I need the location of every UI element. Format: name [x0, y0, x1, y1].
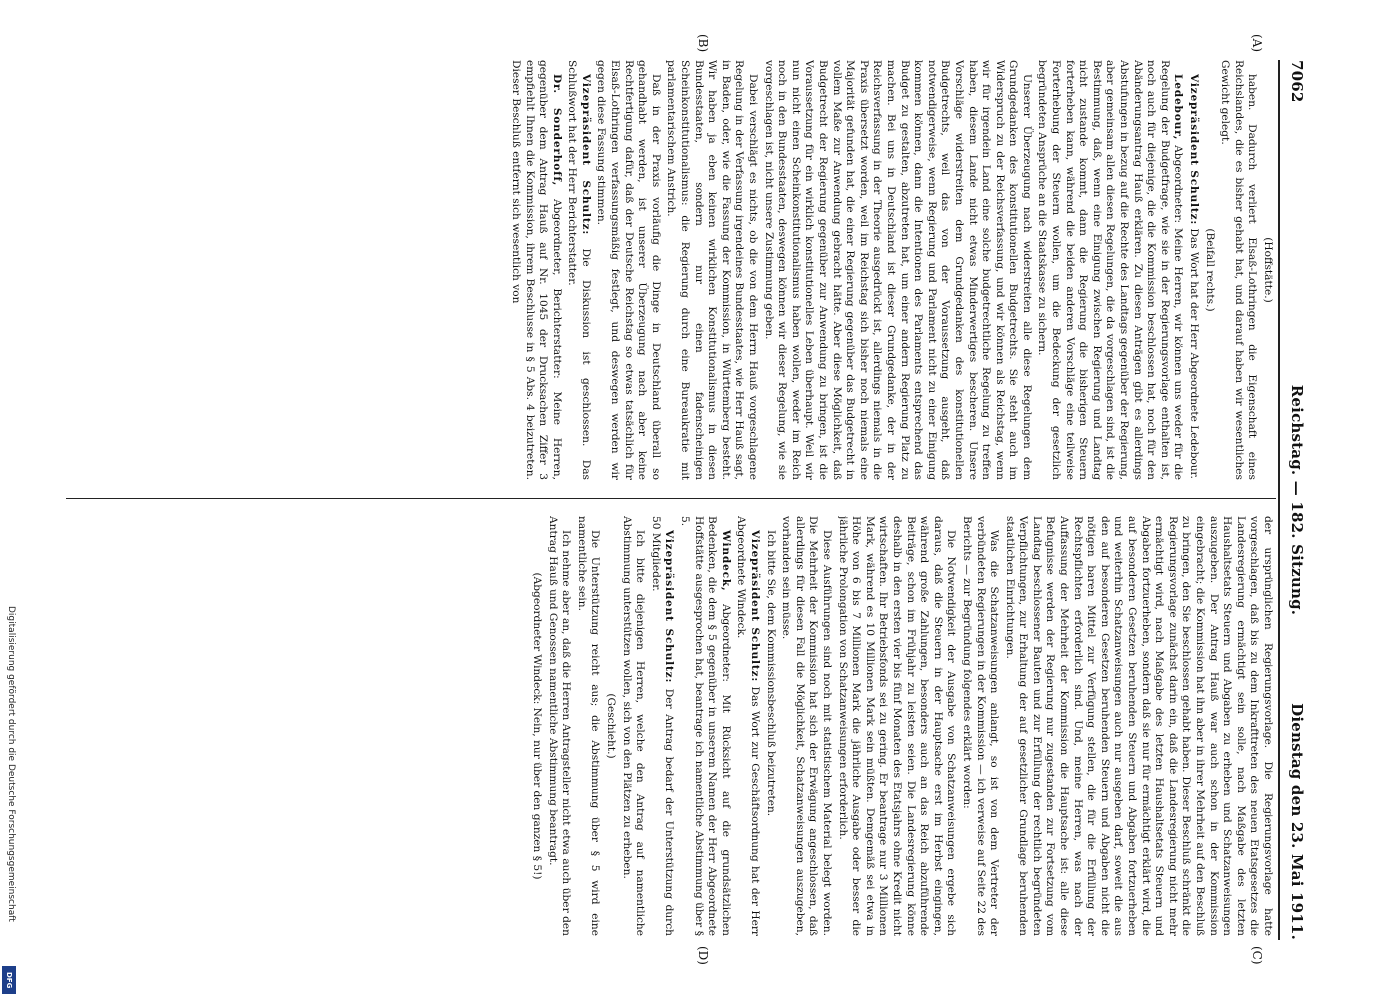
stage-direction: (Hoffstätte.) [1262, 237, 1274, 303]
speech-text: Das Wort hat der Herr Abgeordnete Ledebour. [1188, 228, 1201, 479]
session-date: Dienstag den 23. Mai 1911. [1288, 703, 1306, 940]
page-header [1282, 60, 1310, 940]
speech-text: Das Wort zur Geschäftsordnung hat der Herr Abgeordnete Windeck. [735, 516, 762, 936]
right-column [74, 516, 1274, 936]
speech-text: Abgeordneter, Berichterstatter: Meine Herren, gegenüber dem Antrag Hauß auf Nr. 1045 der Drucksachen Ziffer 3 empfiehlt Ihnen die Kommission, ihrem Beschlusse in § 5 Abs. 4 beizutreten. Dieser Beschluß entfernt sich wesentlich von [509, 60, 563, 480]
speech-paragraph [648, 516, 675, 936]
speech-paragraph [677, 516, 731, 936]
speaker-name: Dr. Sonderhoff, [550, 74, 563, 187]
text-paragraph: Dabei verschlägt es nichts, ob die von dem Herrn Hauß vorgeschlagene Regelung in der Verfassung irgendeines Bundesstaates, wie Herr Hauß sagt, in Baden, oder, wie die Fassung der Kommission, in Württemberg besteht. Wir haben ja eben keinen wirklichen Konstitutionalismus in diesen Bundesstaaten, sondern nur einen fadenscheinigen Scheinkonstitutionalismus: die Regierung durch eine Bureaukratie mit parlamentarischem Anstrich. [665, 60, 760, 480]
text-paragraph: Ich nehme aber an, daß die Herren Antragsteller nicht etwa auch über den Antrag Hauß und Genossen namentliche Abstimmung beantragt. [546, 516, 573, 936]
marker-b: (B) [696, 34, 710, 53]
speech-paragraph [565, 60, 592, 480]
speech-paragraph [508, 60, 562, 480]
stage-direction: (Abgeordneter Windeck: Nein, nur über den ganzen § 5!) [531, 572, 544, 880]
digitization-credit: Digitalisierung gefördert durch die Deutsche Forschungsgemeinschaft [6, 606, 16, 922]
speech-text: Abgeordneter: Meine Herren, wir können uns weder für die Regelung der Budgetfrage, wie sie in der Regierungsvorlage enthalten ist, noch auch für diejenige, die die Kommission beschlossen hat, noch für den Abänderungsantrag Hauß erklären. Zu diesen Anträgen gibt es allerdings Abstufungen in bezug auf die Rechte des Landtags gegenüber der Regierung, aber gemeinsam allen diesen Regelungen, die da vorgeschlagen sind, ist die Bestimmung, daß, wenn eine Einigung zwischen Regierung und Landtag nicht zustande kommt, dann die Regierung die bisherigen Steuern forterheben kann, während die beiden anderen Vorschläge eine teilweise Forterhebung der Steuern wollen, um die Bedeckung der gesetzlich begründeten Ansprüche an die Staatskasse zu sichern. [1036, 60, 1185, 480]
speech-paragraph [1186, 60, 1200, 480]
header-rule [1278, 60, 1280, 940]
text-paragraph: Ich bitte Sie, dem Kommissionsbeschluß beizutreten. [764, 530, 777, 817]
speech-text: Der Antrag bedarf der Unterstützung durch 50 Mitglieder. [649, 516, 676, 936]
column-divider [66, 498, 1276, 499]
dfg-logo: DFG [2, 966, 16, 994]
text-paragraph: Daß in der Praxis vorläufig die Dinge in Deutschland überall so gehandhabt werden, ist unserer Überzeugung nach aber keine Rechtfertigung dafür, daß der Deutsche Reichstag so etwas tatsächlich für Elsaß-Lothringen verfassungsmäßig festlegt, und deswegen werden wir gegen diese Fassung stimmen. [595, 60, 662, 480]
session-title: Reichstag. — 182. Sitzung. [1288, 384, 1306, 616]
text-paragraph: Unserer Überzeugung nach widerstreiten alle diese Regelungen dem Grundgedanken des konstitutionellen Budgetrechts. Sie steht auch im Widerspruch zu der Reichsverfassung, und wir können als Reichstag, wenn wir für irgendein Land eine solche budgetrechtliche Regelung zu treffen haben, diesem Lande nicht etwas Minderwertiges bescheren. Unsere Vorschläge widerstreiten dem Grundgedanken des konstitutionellen Budgetrechts, weil das von der Voraussetzung ausgeht, daß notwendigerweise, wenn Regierung und Parlament nicht zu einer Einigung kommen können, dann die Intentionen des Parlaments entsprechend das Budget zu gestalten, abzutreten hat, um einer andern Regierung Platz zu machen. Bei uns in Deutschland ist dieser Grundgedanke, der in der Reichsverfassung in der Theorie ausgedrückt ist, allerdings niemals in die Praxis übersetzt worden, weil im Reichstag sich bisher noch niemals eine Majorität gefunden hat, die einer Regierung gegenüber das Budgetrecht in vollem Maße zur Anwendung gebracht hätte. Aber diese Möglichkeit, daß Budgetrecht der Regierung gegenüber zur Anwendung zu bringen, ist die Voraussetzung für ein wirklich konstitutionelles Leben überhaupt. Weil wir nun nicht einen Scheinkonstitutionalismus haben wollen, weder im Reich noch in den Bundesstaaten, deswegen können wir dieser Regelung, wie sie vorgeschlagen ist, nicht unsere Zustimmung geben. [762, 60, 1033, 480]
text-paragraph: Die Notwendigkeit der Ausgabe von Schatzanweisungen ergebe sich daraus, daß die Steuern in der Hauptsache erst im Herbst eingingen, während große Zahlungen, besonders auch an das Reich abzuführende Beiträge, schon im Frühjahr zu leisten seien. Die Landesregierung könne deshalb in den ersten vier bis fünf Monaten des Etatsjahrs ohne Kredit nicht wirtschaften. Ihr Betriebsfonds sei zu gering. Er beantrage nur 3 Millionen Mark, während es 10 Millionen Mark sein müßten. Demgemäß sei etwa in Höhe von 6 bis 7 Millionen Mark die jährliche Ausgabe oder besser die jährliche Prolongation von Schatzanweisungen erforderlich. [836, 516, 958, 936]
text-paragraph: Ich bitte diejenigen Herren, welche den Antrag auf namentliche Abstimmung unterstützen wollen, sich von den Plätzen zu erheben. [620, 516, 647, 936]
marker-d: (D) [696, 946, 710, 965]
text-paragraph: Die Unterstützung reicht aus; die Abstimmung über § 5 wird eine namentliche sein. [575, 516, 602, 936]
stage-direction: (Geschieht.) [605, 693, 618, 759]
stage-direction: (Beifall rechts.) [1203, 228, 1216, 312]
speaker-name: Vizepräsident Schultz: [1188, 74, 1201, 226]
speaker-name: Vizepräsident Schultz: [749, 530, 762, 683]
marker-c: (C) [1250, 946, 1264, 965]
speaker-name: Vizepräsident Schultz: [663, 530, 676, 684]
page-number: 7062 [1288, 60, 1306, 103]
text-paragraph: der ursprünglichen Regierungsvorlage. Die Regierungsvorlage hatte vorgeschlagen, daß bis zu dem Inkrafttreten des neuen Etatsgesetzes die Landesregierung ermächtigt sein solle, nach Maßgabe des letzten Haushaltsetats Steuern und Abgaben zu erheben und Schatzanweisungen auszugeben. Der Antrag Hauß war auch schon in der Kommission eingebracht; die Kommission hat ihn aber in ihrer Mehrheit auf den Beschluß zu bringen, den Sie beschlossen gehabt haben. Dieser Beschluß schränkt die Regierungsvorlage zunächst darin ein, daß die Landesregierung nicht mehr ermächtigt wird, nach Maßgabe des letzten Haushaltsetats Steuern und Abgaben fortzuerheben, sondern daß sie nur für ermächtigt erklärt wird, die auf besonderen Gesetzen beruhenden Steuern und Abgaben fortzuerheben und weiterhin Schatzanweisungen auch nur ausgeben darf, soweit die aus den auf besonderen Gesetzen beruhenden Steuern und Abgaben nicht die nötigen baren Mittel zur Verfügung stellen, die für die Erfüllung der Rechtspflichten erforderlich sind. Und, meine Herren, was nach der Auffassung der Mehrheit der Kommission die Hauptsache ist: alle diese Befugnisse werden der Regierung nur zugestanden zur Fortsetzung vom Landtag beschlossener Bauten und zur Erfüllung der rechtlich begründeten Verpflichtungen, zur Erhaltung der auf gesetzlicher Grundlage beruhenden staatlichen Einrichtungen. [1003, 516, 1274, 936]
speaker-name: Windeck, [719, 530, 732, 592]
text-paragraph: Diese Ausführungen sind noch mit statistischem Material belegt worden. Die Mehrheit der Kommission hat sich der Erwägung angeschlossen, daß allerdings für diesen Fall die Möglichkeit, Schatzanweisungen auszugeben, vorhanden sein müsse. [780, 516, 833, 936]
left-column [74, 60, 1274, 480]
speech-text: Abgeordneter: Mit Rücksicht auf die grundsätzlichen Bedenken, die dem § 5 gegenüber in unserem Namen der Herr Abgeordnete Hoffstätte ausgesprochen hat, beantrage ich namentliche Abstimmung über § 5. [679, 516, 732, 936]
speech-text: Die Diskussion ist geschlossen. Das Schlußwort hat der Herr Berichterstatter. [566, 60, 592, 480]
speaker-name: Ledebour, [1172, 74, 1185, 141]
speaker-name: Vizepräsident Schultz: [579, 74, 592, 236]
marker-a: (A) [1250, 34, 1264, 53]
speech-paragraph [1035, 60, 1185, 480]
speech-paragraph [734, 516, 761, 936]
text-paragraph: Was die Schatzanweisungen anlangt, so ist von dem Vertreter der verbündeten Regierungen in der Kommission — ich verweise auf Seite 22 des Berichts — zur Begründung folgendes erklärt worden: [960, 516, 1001, 936]
rotated-page [60, 34, 1310, 965]
text-paragraph: haben. Dadurch verliert Elsaß-Lothringen die Eigenschaft eines Reichslandes, die es bisher gehabt hat, und darauf haben wir wesentliches Gewicht gelegt. [1219, 60, 1259, 480]
